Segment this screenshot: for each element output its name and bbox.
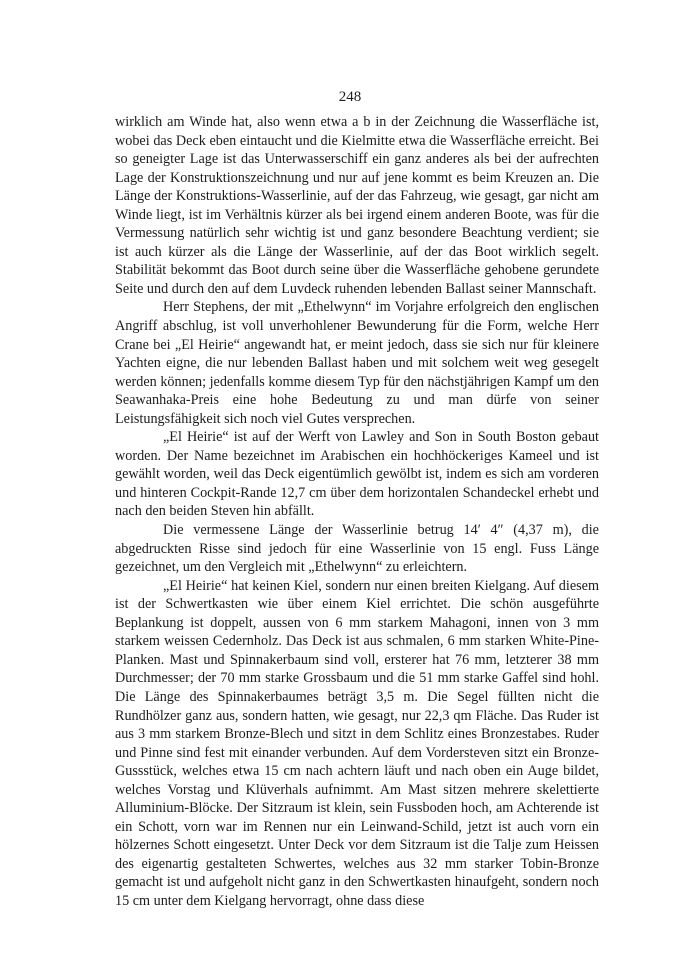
paragraph-5: „El Heirie“ hat keinen Kiel, sondern nur einen breiten Kielgang. Auf diesem ist der Schwertkasten wie über einem Kiel errichtet. Die schön ausgeführte Beplankung ist doppelt, aussen von 6 mm starkem Mahagoni, innen von 3 mm starkem weissen Cedernholz. Das Deck ist aus schmalen, 6 mm starken White-Pine-Planken. Mast und Spinnakerbaum sind voll, ersterer hat 76 mm, letzterer 38 mm Durchmesser; der 70 mm starke Grossbaum und die 51 mm starke Gaffel sind hohl. Die Länge des Spinnakerbaumes beträgt 3,5 m. Die Segel füllten nicht die Rundhölzer ganz aus, sondern hatten, wie gesagt, nur 22,3 qm Fläche. Das Ruder ist aus 3 mm starkem Bronze-Blech und sitzt in dem Schlitz eines Bronzestabes. Ruder und Pinne sind fest mit einander verbunden. Auf dem Vordersteven sitzt ein Bronze-Gussstück, welches etwa 15 cm nach achtern läuft und nach oben ein Auge bildet, welches Vorstag und Klüverhals aufnimmt. Am Mast sitzen mehrere skelettierte Alluminium-Blöcke. Der Sitzraum ist klein, sein Fussboden hoch, am Achterende ist ein Schott, vorn war im Rennen nur ein Leinwand-Schild, jetzt ist auch vorn ein hölzernes Schott eingesetzt. Unter Deck vor dem Sitzraum ist die Talje zum Heissen des eigenartig gestalteten Schwertes, welches aus 32 mm starker Tobin-Bronze gemacht ist und aufgeholt nicht ganz in den Schwertkasten hinaufgeht, sondern noch 15 cm unter dem Kielgang hervorragt, ohne dass diese [115,577,599,909]
paragraph-1: wirklich am Winde hat, also wenn etwa a b in der Zeichnung die Wasserfläche ist, wobei das Deck eben eintaucht und die Kielmitte etwa die Wasserfläche erreicht. Bei so geneigter Lage ist das Unterwasserschiff ein ganz anderes als bei der aufrechten Lage der Konstruktionszeichnung und nur auf jene kommt es beim Kreuzen an. Die Länge der Konstruktions-Wasserlinie, auf der das Fahrzeug, wie gesagt, gar nicht am Winde liegt, ist im Verhältnis kürzer als bei irgend einem anderen Boote, was für die Vermessung natürlich sehr wichtig ist und ganz besondere Beachtung verdient; sie ist auch kürzer als die Länge der Wasserlinie, auf der das Boot wirklich segelt. Stabilität bekommt das Boot durch seine über die Wasserfläche gehobene gerundete Seite und durch den auf dem Luvdeck ruhenden lebenden Ballast seiner Mannschaft. [115,114,599,297]
page-number: 248 [338,89,362,105]
paragraph-4: Die vermessene Länge der Wasserlinie betrug 14′ 4″ (4,37 m), die abgedruckten Risse sind jedoch für eine Wasserlinie von 15 engl. Fuss Länge gezeichnet, um den Vergleich mit „Ethelwynn“ zu erleichtern. [115,522,599,576]
body-text [115,113,599,911]
paragraph-3: „El Heirie“ ist auf der Werft von Lawley and Son in South Boston gebaut worden. Der Name bezeichnet im Arabischen ein hochhöckeriges Kameel und ist gewählt worden, weil das Deck eigentümlich gewölbt ist, indem es sich am vorderen und hinteren Cockpit-Rande 12,7 cm über dem horizontalen Schandeckel erhebt und nach den beiden Steven hin abfällt. [115,429,599,520]
paragraph-2: Herr Stephens, der mit „Ethelwynn“ im Vorjahre erfolgreich den englischen Angriff abschlug, ist voll unverhohlener Bewunderung für die Form, welche Herr Crane bei „El Heirie“ angewandt hat, er meint jedoch, dass sie sich nur für kleinere Yachten eigne, die nur lebenden Ballast haben und mit solchem weit weg gesegelt werden können; jedenfalls komme diesem Typ für den nächstjährigen Kampf um den Seawanhaka-Preis eine hohe Bedeutung zu und man dürfe von seiner Leistungsfähigkeit sich noch viel Gutes versprechen. [115,299,599,427]
